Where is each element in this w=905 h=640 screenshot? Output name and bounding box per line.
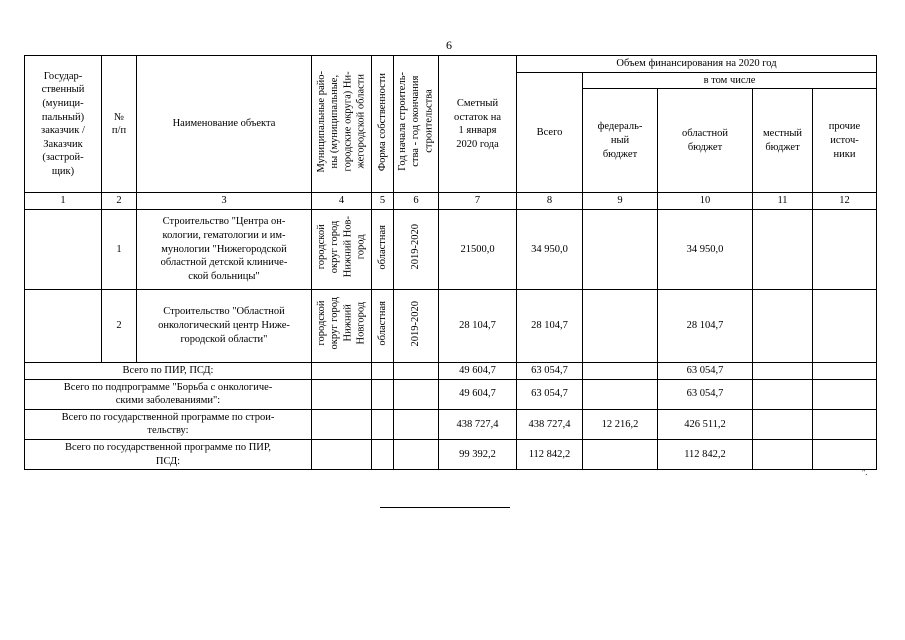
header-ownership bbox=[372, 56, 394, 193]
total-row bbox=[25, 409, 877, 439]
column-number: 11 bbox=[753, 193, 813, 210]
cell-empty bbox=[394, 362, 439, 379]
header-num: № п/п bbox=[102, 56, 137, 193]
column-number: 10 bbox=[658, 193, 753, 210]
cell-num: 1 bbox=[102, 209, 137, 289]
cell-empty bbox=[394, 440, 439, 470]
total-total: 63 054,7 bbox=[517, 379, 583, 409]
cell-empty bbox=[813, 362, 877, 379]
cell-ownership-text: областная bbox=[376, 224, 388, 270]
cell-empty bbox=[312, 440, 372, 470]
column-number: 3 bbox=[137, 193, 312, 210]
closing-rule bbox=[380, 507, 510, 508]
column-number: 12 bbox=[813, 193, 877, 210]
total-estimate: 49 604,7 bbox=[439, 379, 517, 409]
cell-other bbox=[813, 289, 877, 362]
cell-empty bbox=[813, 379, 877, 409]
header-total: Всего bbox=[517, 72, 583, 193]
cell-years bbox=[394, 209, 439, 289]
cell-empty bbox=[312, 409, 372, 439]
cell-ownership bbox=[372, 289, 394, 362]
table-row bbox=[25, 289, 877, 362]
total-row bbox=[25, 362, 877, 379]
total-regional: 63 054,7 bbox=[658, 379, 753, 409]
cell-empty bbox=[394, 409, 439, 439]
cell-years-text: 2019-2020 bbox=[410, 300, 422, 347]
total-label: Всего по государственной программе по строи- тельству: bbox=[25, 409, 312, 439]
total-regional: 112 842,2 bbox=[658, 440, 753, 470]
cell-total: 34 950,0 bbox=[517, 209, 583, 289]
column-number: 9 bbox=[583, 193, 658, 210]
cell-empty bbox=[312, 379, 372, 409]
header-district-text: Муниципальные райо- ны (муниципальные, городские округа) Ни- жегородской области bbox=[316, 71, 367, 173]
cell-empty bbox=[372, 379, 394, 409]
header-object-name: Наименование объекта bbox=[137, 56, 312, 193]
cell-district-text: городской округ город Нижний Новгород bbox=[316, 297, 367, 350]
header-years bbox=[394, 56, 439, 193]
cell-empty bbox=[813, 409, 877, 439]
cell-estimate: 21500,0 bbox=[439, 209, 517, 289]
total-label: Всего по ПИР, ПСД: bbox=[25, 362, 312, 379]
cell-federal bbox=[583, 209, 658, 289]
header-federal: федераль- ный бюджет bbox=[583, 89, 658, 193]
cell-ownership-text: областная bbox=[376, 301, 388, 346]
cell-empty bbox=[753, 409, 813, 439]
cell-local bbox=[753, 209, 813, 289]
cell-estimate: 28 104,7 bbox=[439, 289, 517, 362]
cell-empty bbox=[394, 379, 439, 409]
cell-empty bbox=[753, 362, 813, 379]
total-total: 63 054,7 bbox=[517, 362, 583, 379]
column-number: 7 bbox=[439, 193, 517, 210]
column-number: 2 bbox=[102, 193, 137, 210]
total-total: 112 842,2 bbox=[517, 440, 583, 470]
page-number: 6 bbox=[446, 38, 452, 52]
header-financing: Объем финансирования на 2020 год bbox=[517, 56, 877, 73]
closing-quote-mark: ". bbox=[862, 468, 868, 477]
header-regional: областной бюджет bbox=[658, 89, 753, 193]
cell-total: 28 104,7 bbox=[517, 289, 583, 362]
cell-years-text: 2019-2020 bbox=[410, 224, 422, 270]
cell-customer bbox=[25, 289, 102, 362]
table-row bbox=[25, 209, 877, 289]
total-federal bbox=[583, 379, 658, 409]
total-total: 438 727,4 bbox=[517, 409, 583, 439]
column-number: 5 bbox=[372, 193, 394, 210]
cell-district-text: городской округ город Нижний Нов- город bbox=[316, 216, 367, 278]
total-label: Всего по государственной программе по ПИР, ПСД: bbox=[25, 440, 312, 470]
cell-empty bbox=[813, 440, 877, 470]
cell-empty bbox=[753, 379, 813, 409]
header-including: в том числе bbox=[583, 72, 877, 89]
cell-empty bbox=[753, 440, 813, 470]
total-estimate: 438 727,4 bbox=[439, 409, 517, 439]
cell-regional: 34 950,0 bbox=[658, 209, 753, 289]
cell-district bbox=[312, 209, 372, 289]
cell-district bbox=[312, 289, 372, 362]
header-district bbox=[312, 56, 372, 193]
cell-regional: 28 104,7 bbox=[658, 289, 753, 362]
cell-years bbox=[394, 289, 439, 362]
total-row bbox=[25, 379, 877, 409]
column-number: 6 bbox=[394, 193, 439, 210]
total-estimate: 49 604,7 bbox=[439, 362, 517, 379]
column-number: 1 bbox=[25, 193, 102, 210]
total-estimate: 99 392,2 bbox=[439, 440, 517, 470]
cell-empty bbox=[372, 409, 394, 439]
cell-empty bbox=[312, 362, 372, 379]
total-row bbox=[25, 440, 877, 470]
header-local: местный бюджет bbox=[753, 89, 813, 193]
total-label: Всего по подпрограмме "Борьба с онкологиче- скими заболеваниями": bbox=[25, 379, 312, 409]
total-federal bbox=[583, 440, 658, 470]
column-number: 8 bbox=[517, 193, 583, 210]
cell-empty bbox=[372, 440, 394, 470]
total-federal bbox=[583, 362, 658, 379]
total-federal: 12 216,2 bbox=[583, 409, 658, 439]
cell-empty bbox=[372, 362, 394, 379]
cell-local bbox=[753, 289, 813, 362]
financing-table bbox=[24, 55, 877, 470]
cell-federal bbox=[583, 289, 658, 362]
cell-object-name: Строительство "Областной онкологический центр Ниже- городской области" bbox=[137, 289, 312, 362]
cell-object-name: Строительство "Центра он- кологии, гематологии и им- мунологии "Нижегородской областной детской клиниче- ской больницы" bbox=[137, 209, 312, 289]
total-regional: 63 054,7 bbox=[658, 362, 753, 379]
header-ownership-text: Форма собственности bbox=[376, 72, 388, 171]
header-other: прочие источ- ники bbox=[813, 89, 877, 193]
header-estimate: Сметный остаток на 1 января 2020 года bbox=[439, 56, 517, 193]
cell-other bbox=[813, 209, 877, 289]
cell-num: 2 bbox=[102, 289, 137, 362]
header-customer: Государ- ственный (муници- пальный) заказчик / Заказчик (застрой- щик) bbox=[25, 56, 102, 193]
column-number: 4 bbox=[312, 193, 372, 210]
column-numbers-row bbox=[25, 193, 877, 210]
header-years-text: Год начала строитель- ства - год окончания строительства bbox=[397, 72, 435, 172]
cell-ownership bbox=[372, 209, 394, 289]
cell-customer bbox=[25, 209, 102, 289]
total-regional: 426 511,2 bbox=[658, 409, 753, 439]
